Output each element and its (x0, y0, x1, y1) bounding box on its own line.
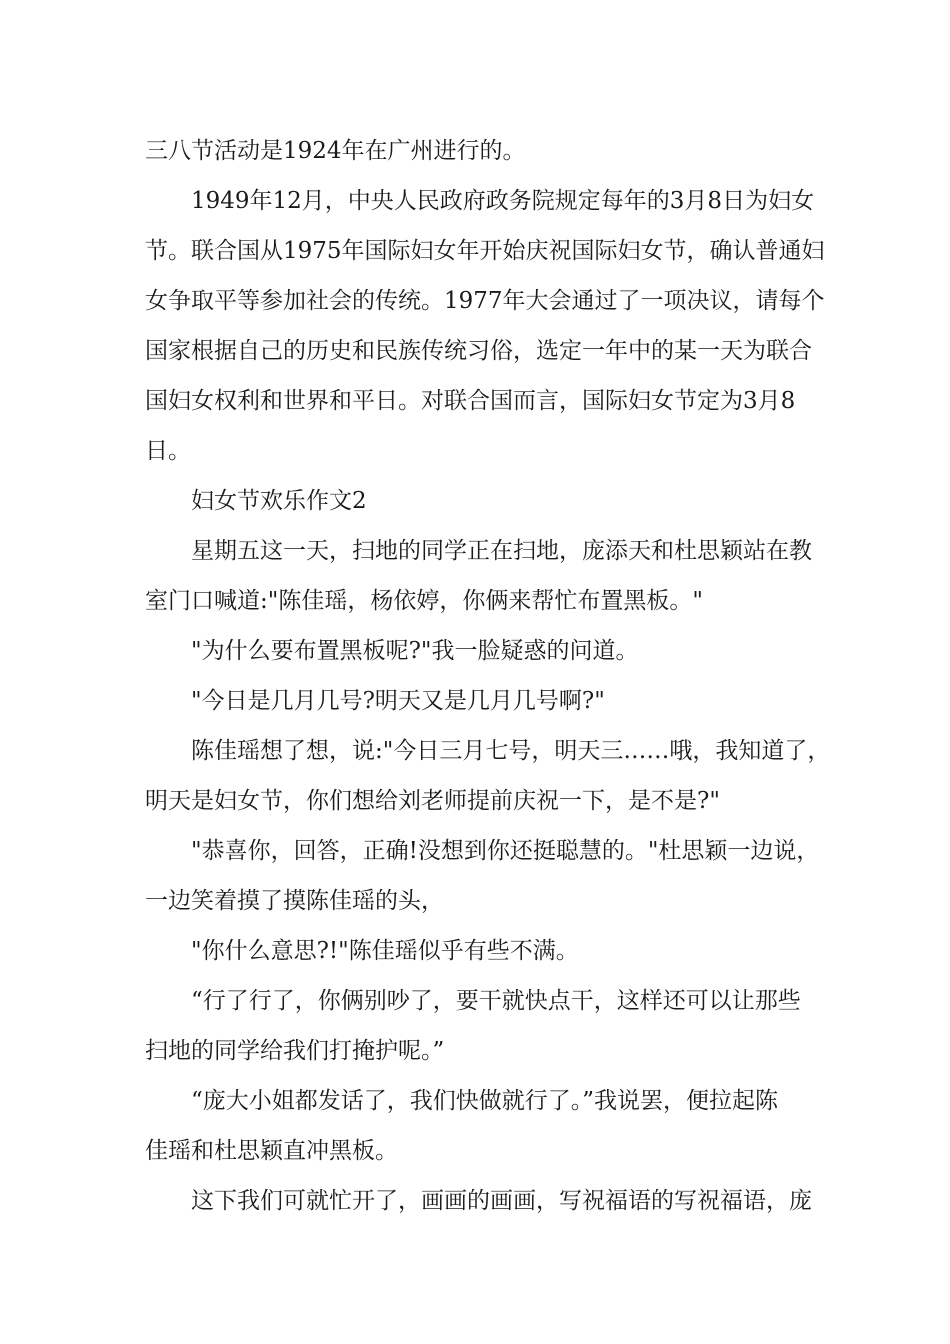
text-line: 佳瑶和杜思颖直冲黑板。 (145, 1138, 398, 1164)
text-line: 三八节活动是1924年在广州进行的。 (145, 138, 526, 164)
text-line: 室门口喊道:"陈佳瑶，杨依婷，你俩来帮忙布置黑板。" (145, 588, 703, 614)
text-line: 扫地的同学给我们打掩护呢。” (145, 1038, 445, 1064)
text-line: "为什么要布置黑板呢?"我一脸疑惑的问道。 (191, 638, 639, 664)
text-line: "今日是几月几号?明天又是几月几号啊?" (191, 688, 605, 714)
text-line: "你什么意思?!"陈佳瑶似乎有些不满。 (191, 938, 579, 964)
text-line: 国家根据自己的历史和民族传统习俗，选定一年中的某一天为联合 (145, 338, 812, 364)
text-line: “行了行了，你俩别吵了，要干就快点干，这样还可以让那些 (191, 988, 801, 1014)
text-line: 一边笑着摸了摸陈佳瑶的头， (145, 888, 444, 914)
section-heading: 妇女节欢乐作文2 (191, 488, 367, 514)
text-line: "恭喜你，回答，正确!没想到你还挺聪慧的。"杜思颖一边说， (191, 838, 820, 864)
text-line: “庞大小姐都发话了，我们快做就行了。”我说罢，便拉起陈 (191, 1088, 779, 1114)
text-line: 国妇女权利和世界和平日。对联合国而言，国际妇女节定为3月8 (145, 388, 796, 414)
text-line: 明天是妇女节，你们想给刘老师提前庆祝一下，是不是?" (145, 788, 720, 814)
text-line: 1949年12月，中央人民政府政务院规定每年的3月8日为妇女 (191, 188, 815, 214)
text-line: 陈佳瑶想了想，说:"今日三月七号，明天三……哦，我知道了， (191, 738, 831, 764)
text-line: 女争取平等参加社会的传统。1977年大会通过了一项决议，请每个 (145, 288, 825, 314)
text-line: 这下我们可就忙开了，画画的画画，写祝福语的写祝福语，庞 (191, 1188, 812, 1214)
text-line: 节。联合国从1975年国际妇女年开始庆祝国际妇女节，确认普通妇 (145, 238, 825, 264)
text-line: 星期五这一天，扫地的同学正在扫地，庞添天和杜思颖站在教 (191, 538, 812, 564)
text-line: 日。 (145, 438, 191, 464)
